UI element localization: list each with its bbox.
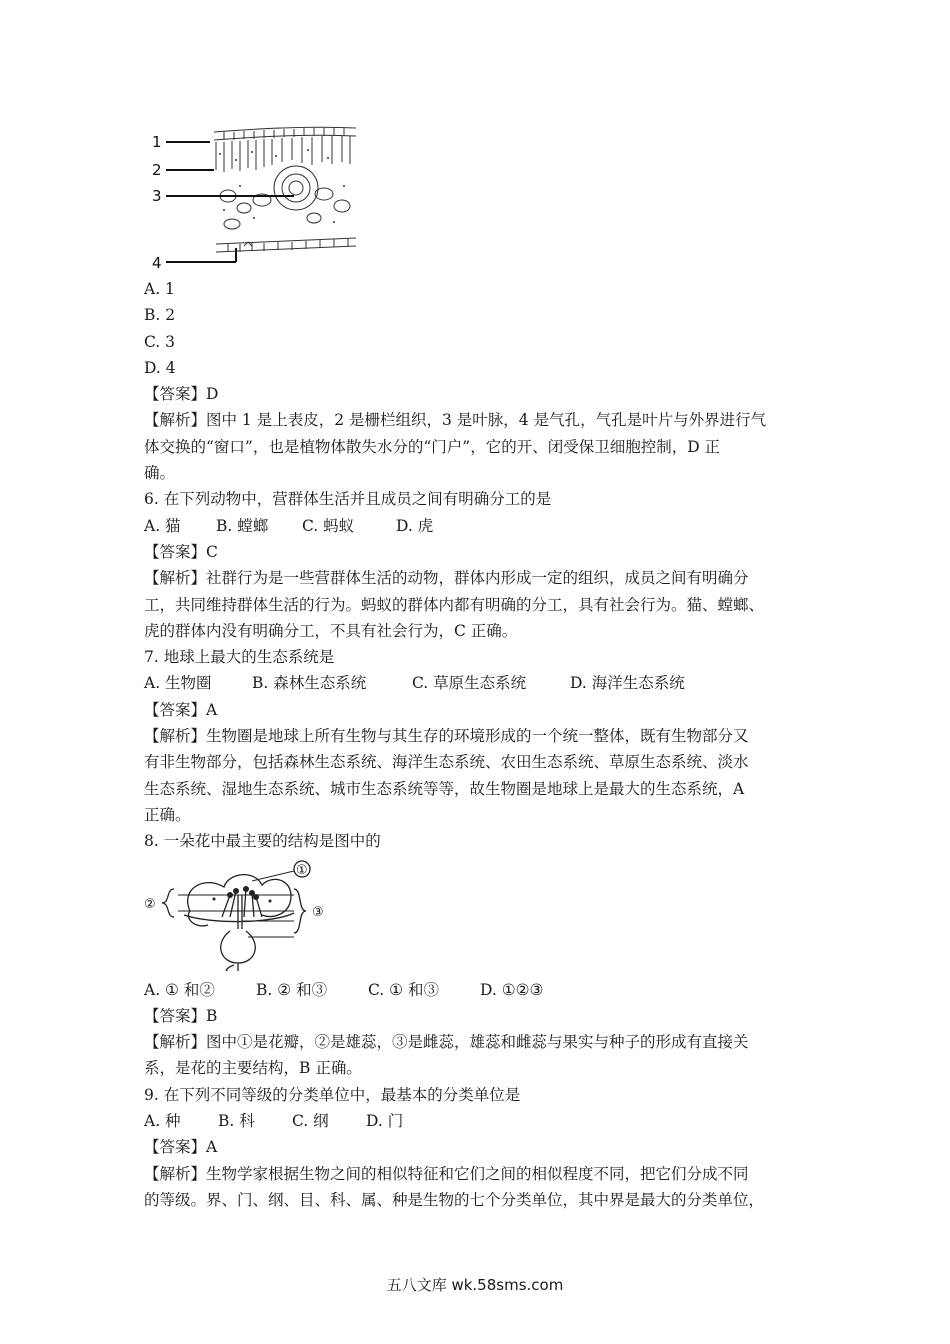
q7-stem: 7. 地球上最大的生态系统是 [144, 648, 335, 667]
q9-analysis-line: 【解析】生物学家根据生物之间的相似特征和它们之间的相似程度不同，把它们分成不同 [144, 1164, 749, 1183]
q8-option-a: A. ① 和② [144, 980, 215, 999]
q8-options [144, 977, 814, 1003]
q9-options [144, 1108, 814, 1134]
q7-analysis-line: 【解析】生物圈是地球上所有生物与其生存的环境形成的一个统一整体，既有生物部分又 [144, 727, 749, 746]
q9-answer: 【答案】A [144, 1138, 218, 1157]
flower-label-1: ① [296, 862, 308, 878]
q7-analysis-line: 有非生物部分，包括森林生态系统、海洋生态系统、农田生态系统、草原生态系统、淡水 [144, 753, 749, 772]
page-footer: 五八文库 wk.58sms.com [386, 1276, 564, 1294]
q9-option-c: C. 纲 [292, 1112, 329, 1131]
q9-stem: 9. 在下列不同等级的分类单位中，最基本的分类单位是 [144, 1085, 521, 1104]
q6-analysis-line: 【解析】社群行为是一些营群体生活的动物，群体内形成一定的组织，成员之间有明确分 [144, 569, 749, 588]
q5-answer: 【答案】D [144, 385, 219, 404]
q5-option-c: C. 3 [144, 332, 176, 351]
q8-analysis-line: 系，是花的主要结构，B 正确。 [144, 1059, 362, 1078]
q7-answer: 【答案】A [144, 700, 218, 719]
leaf-label-4: 4 [152, 254, 162, 272]
q6-option-c: C. 蚂蚁 [302, 516, 355, 535]
q5-analysis-line: 确。 [144, 464, 176, 483]
q7-option-b: B. 森林生态系统 [252, 674, 367, 693]
q7-option-c: C. 草原生态系统 [412, 674, 527, 693]
q7-option-d: D. 海洋生态系统 [570, 674, 685, 693]
q6-answer: 【答案】C [144, 542, 218, 561]
q5-option-d: D. 4 [144, 358, 176, 377]
leaf-label-1: 1 [152, 133, 162, 151]
q6-option-a: A. 猫 [144, 516, 181, 535]
flower-structure-figure [144, 859, 344, 971]
q6-option-b: B. 螳螂 [216, 516, 269, 535]
q9-option-d: D. 门 [366, 1112, 404, 1131]
q6-option-d: D. 虎 [396, 516, 434, 535]
q5-option-b: B. 2 [144, 306, 176, 325]
q8-option-d: D. ①②③ [480, 980, 544, 999]
q7-analysis-line: 生态系统、湿地生态系统、城市生态系统等等，故生物圈是地球上是最大的生态系统，A [144, 779, 745, 798]
q6-analysis-line: 虎的群体内没有明确分工，不具有社会行为，C 正确。 [144, 621, 518, 640]
q9-option-b: B. 科 [218, 1112, 255, 1131]
q9-option-a: A. 种 [144, 1112, 181, 1131]
q5-analysis-line: 体交换的“窗口”，也是植物体散失水分的“门户”，它的开、闭受保卫细胞控制，D 正 [144, 437, 721, 456]
q8-option-b: B. ② 和③ [256, 980, 328, 999]
q9-analysis-line: 的等级。界、门、纲、目、科、属、种是生物的七个分类单位，其中界是最大的分类单位， [144, 1190, 765, 1209]
q6-stem: 6. 在下列动物中，营群体生活并且成员之间有明确分工的是 [144, 490, 552, 509]
q8-stem: 8. 一朵花中最主要的结构是图中的 [144, 832, 381, 851]
q7-options [144, 670, 814, 696]
flower-label-3: ③ [312, 904, 324, 920]
q8-option-c: C. ① 和③ [368, 980, 439, 999]
q6-options [144, 513, 814, 539]
leaf-label-2: 2 [152, 161, 162, 179]
leaf-cross-section-figure [144, 126, 374, 274]
q5-option-a: A. 1 [144, 280, 175, 298]
leaf-label-3: 3 [152, 187, 162, 205]
q5-analysis-line: 【解析】图中 1 是上表皮，2 是栅栏组织，3 是叶脉，4 是气孔，气孔是叶片与外界进行气 [144, 411, 767, 430]
page-content [144, 126, 814, 1213]
q6-analysis-line: 工，共同维持群体生活的行为。蚂蚁的群体内都有明确的分工，具有社会行为。猫、螳螂、 [144, 595, 765, 614]
flower-label-2: ② [144, 896, 156, 912]
q8-answer: 【答案】B [144, 1006, 218, 1025]
q7-analysis-line: 正确。 [144, 805, 191, 824]
q8-analysis-line: 【解析】图中①是花瓣，②是雄蕊，③是雌蕊，雄蕊和雌蕊与果实与种子的形成有直接关 [144, 1033, 749, 1052]
q7-option-a: A. 生物圈 [144, 674, 212, 693]
